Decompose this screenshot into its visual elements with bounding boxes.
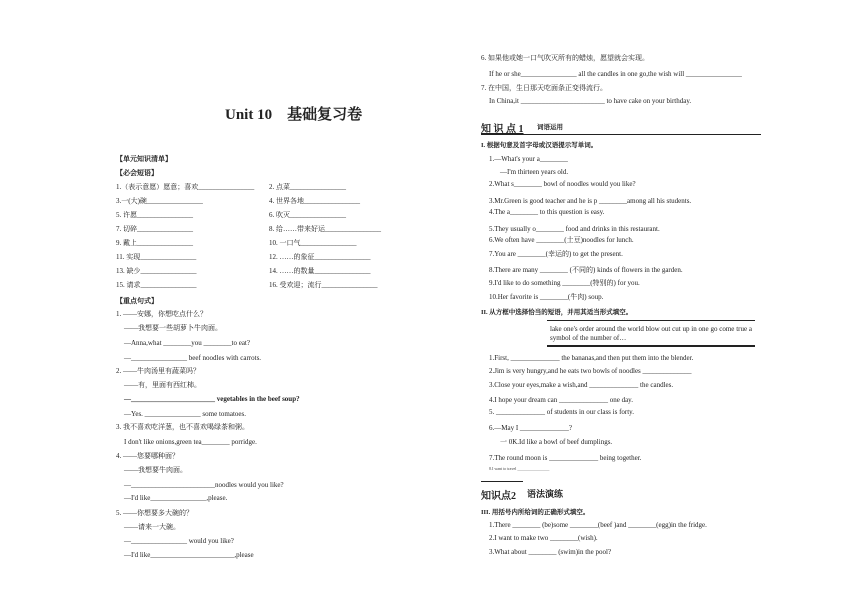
exercise-line: 6.—May I ______________? (489, 424, 573, 432)
sentence-line: 1. ——安娜，你想吃点什么？ (116, 310, 207, 318)
exercise-line: 3.What about ________ (swim)in the pool? (489, 548, 612, 556)
sentence-line: ——有，里面有西红柿。 (124, 381, 201, 389)
exercise-line: 2.Jim is very hungry,and he eats two bowls of noodles ______________ (489, 367, 692, 375)
sentence-line: —I'd like________________,please. (124, 494, 228, 502)
exercise-line: 4.The a________ to this question is easy. (489, 208, 605, 216)
sentence-line: —I'd like________________________,please (124, 551, 254, 559)
kp2-label: 知识点2 (481, 491, 516, 502)
sentence-line: I don't like onions,green tea________ porridge. (124, 438, 257, 446)
phrase-item: 10. 一口气________________ (269, 239, 357, 247)
exercise-line: 1.—What's your a________ (489, 155, 568, 163)
exercise-line: 5. ______________ of students in our class is forty. (489, 408, 634, 416)
sentence-line: —________________ beef noodles with carrots. (124, 354, 262, 362)
sentence-line: 2. ——牛肉汤里有蔬菜吗？ (116, 367, 200, 375)
top-item: 6. 如果他或她一口气吹灭所有的蜡烛，愿望就会实现。 (481, 54, 649, 62)
page-title: Unit 10 基础复习卷 (225, 107, 363, 123)
exercise-line: 7.You are ________(幸运的) to get the present. (489, 250, 623, 258)
exercise-line: 7.The round moon is ______________ being together. (489, 454, 642, 462)
sentence-line: 4. ——您要哪种面？ (116, 452, 179, 460)
word-box (547, 320, 755, 347)
phrase-item: 8. 给……带来好运________________ (269, 225, 381, 233)
top-item: In China,it ________________________ to have cake on your birthday. (489, 97, 692, 105)
sentence-line: —Yes. ________________ some tomatoes. (124, 410, 246, 418)
exercise-line: 5.They usually o________ food and drinks in this restaurant. (489, 225, 660, 233)
exercise-line: 1.There ________ (be)some ________(beef )and ________(egg)in the fridge. (489, 521, 707, 529)
phrase-item: 13. 缺少________________ (116, 267, 197, 275)
exercise-line: 2.What s________ bowl of noodles would you like? (489, 180, 636, 188)
phrase-item: 6. 吹灭________________ (269, 211, 346, 219)
phrase-item: 5. 许愿________________ (116, 211, 193, 219)
sentence-line: ——我想要牛肉面。 (124, 466, 187, 474)
exercise-line: 2.I want to make two ________(wish). (489, 534, 598, 542)
sentence-line: ——我想要一些胡萝卜牛肉面。 (124, 324, 222, 332)
section-phrases: 【必会短语】 (116, 169, 158, 177)
top-item: If he or she________________ all the candles in one go,the wish will ________________ (489, 70, 742, 78)
tiny-note: 8.I want to travel ________________ (489, 466, 550, 471)
exercise-line: 8.There are many ________ (不同的) kinds of flowers in the garden. (489, 266, 683, 274)
sentence-line: —________________________noodles would you like? (124, 481, 284, 489)
exercise-line: —I'm thirteen years old. (500, 168, 569, 176)
sentence-line: —________________ would you like? (124, 537, 234, 545)
exercise-line: 1.First, ______________ the bananas,and then put them into the blender. (489, 354, 694, 362)
part1-title: I. 根据句意及首字母或汉语提示写单词。 (481, 142, 598, 149)
phrase-item: 1.（表示意愿）愿意；喜欢________________ (116, 183, 255, 191)
sentence-line: —Anna,what ________you ________to eat? (124, 339, 250, 347)
exercise-line: 4.I hope your dream can ______________ one day. (489, 396, 633, 404)
sentence-line: 5. ——你想要多大碗的？ (116, 509, 193, 517)
phrase-item: 3.一(大)碗________________ (116, 197, 203, 205)
section-checklist: 【单元知识清单】 (116, 155, 172, 163)
sentence-line: —________________________ vegetables in the beef soup? (124, 395, 300, 403)
exercise-line: 一 0K.Id like a bowl of beef dumplings. (500, 438, 613, 446)
exercise-line: 10.Her favorite is ________(牛肉) soup. (489, 293, 604, 301)
top-item: 7. 在中国，生日那天吃面条正变得流行。 (481, 84, 607, 92)
kp1-title: 词语运用 (537, 124, 563, 131)
phrase-item: 4. 世界各地________________ (269, 197, 360, 205)
phrase-item: 15. 请求________________ (116, 281, 197, 289)
word-box-text: lake one's order around the world blow out cut up in one go come true a symbol of the number of… (550, 325, 752, 342)
phrase-item: 12. ……的象征________________ (269, 253, 371, 261)
divider (481, 134, 761, 135)
phrase-item: 14. ……的数量________________ (269, 267, 371, 275)
exercise-line: 9.I'd like to do something ________(特别的) for you. (489, 279, 640, 287)
divider (481, 481, 523, 482)
phrase-item: 7. 切碎________________ (116, 225, 193, 233)
exercise-line: 3.Close your eyes,make a wish,and ______________ the candles. (489, 381, 674, 389)
phrase-item: 9. 戴上________________ (116, 239, 193, 247)
exercise-line: 3.Mr.Green is good teacher and he is p ________among all his students. (489, 197, 692, 205)
part3-title: III. 用括号内所给词的正确形式填空。 (481, 509, 590, 516)
sentence-line: ——请来一大碗。 (124, 523, 180, 531)
kp2-title: 语法演练 (527, 489, 564, 499)
kp1-label: 知 识 点 1 (481, 124, 524, 135)
exercise-line: 6.We often have ________(土豆)noodles for lunch. (489, 236, 634, 244)
phrase-item: 11. 实现________________ (116, 253, 197, 261)
sentence-line: 3. 我不喜欢吃洋葱，也不喜欢喝绿茶和粥。 (116, 423, 249, 431)
section-sentences: 【重点句式】 (116, 297, 158, 305)
phrase-item: 16. 受欢迎；流行________________ (269, 281, 378, 289)
part2-title: II. 从方框中选择恰当的短语，并用其适当形式填空。 (481, 309, 633, 316)
phrase-item: 2. 点菜________________ (269, 183, 346, 191)
